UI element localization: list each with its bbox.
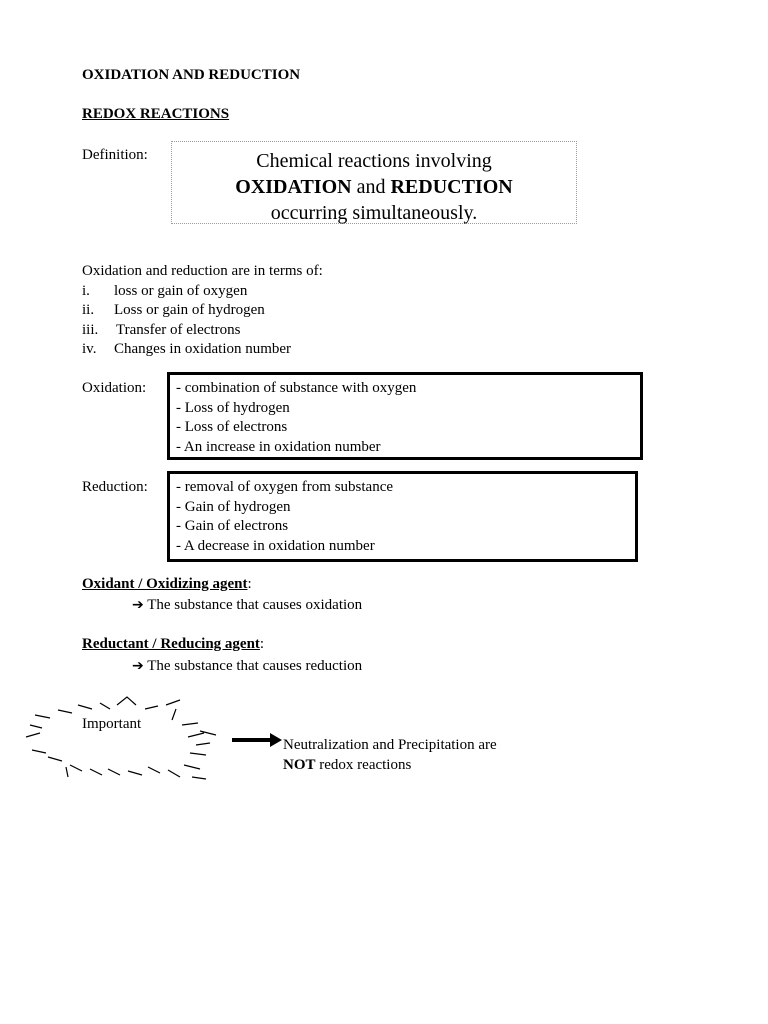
list-text: Loss or gain of hydrogen <box>114 302 265 319</box>
right-arrow-icon: ➔ <box>132 597 144 613</box>
burst-dash <box>168 770 180 777</box>
right-arrow-icon <box>232 733 282 747</box>
list-item: - An increase in oxidation number <box>176 438 381 455</box>
definition-reduction-word: REDUCTION <box>390 176 513 198</box>
important-note-rest: redox reactions <box>315 757 412 773</box>
list-item: - Gain of hydrogen <box>176 498 291 515</box>
reductant-heading <box>82 635 264 654</box>
definition-line-2 <box>172 174 576 200</box>
burst-dash <box>117 697 136 705</box>
definition-line-1: Chemical reactions involving <box>256 150 492 172</box>
burst-dash <box>35 715 50 718</box>
oxidant-heading <box>82 575 252 594</box>
list-number: iii. <box>82 321 99 338</box>
list-item: - Loss of electrons <box>176 419 288 436</box>
reductant-definition <box>132 657 362 676</box>
list-item: - Gain of electrons <box>176 518 289 535</box>
oxidant-heading-text: Oxidant / Oxidizing agent <box>82 576 248 592</box>
burst-dash <box>26 733 40 737</box>
burst-dash <box>196 743 210 745</box>
oxidant-colon: : <box>247 576 252 592</box>
burst-dash <box>184 765 200 769</box>
important-note-line-2 <box>283 756 411 775</box>
list-number: iv. <box>82 341 97 358</box>
burst-dash <box>128 771 142 775</box>
list-item <box>82 301 323 321</box>
oxidation-label: Oxidation: <box>82 380 147 396</box>
list-item <box>82 340 323 360</box>
burst-dash <box>32 750 46 753</box>
list-item <box>82 282 323 302</box>
important-label: Important <box>82 716 142 732</box>
list-number: ii. <box>82 302 95 319</box>
page-title: OXIDATION AND REDUCTION <box>82 67 301 83</box>
burst-dash <box>190 753 206 755</box>
definition-line-3: occurring simultaneously. <box>270 202 478 224</box>
reductant-colon: : <box>259 636 265 652</box>
burst-dash <box>70 765 82 771</box>
burst-dash <box>58 710 72 713</box>
list-item: - removal of oxygen from substance <box>176 479 394 495</box>
oxidant-definition <box>132 596 362 615</box>
burst-dash <box>78 705 92 709</box>
burst-dash <box>145 706 158 709</box>
oxidation-box <box>167 372 643 460</box>
right-arrow-icon: ➔ <box>132 658 144 674</box>
burst-dash <box>166 700 180 705</box>
list-number: i. <box>82 282 90 299</box>
burst-dash <box>188 733 204 737</box>
burst-dash <box>172 709 176 720</box>
burst-dash <box>100 703 110 709</box>
burst-dash <box>66 767 68 777</box>
reduction-label: Reduction: <box>82 479 148 495</box>
terms-intro: Oxidation and reduction are in terms of: <box>82 263 323 279</box>
burst-dash <box>108 769 120 775</box>
burst-dash <box>90 769 102 775</box>
definition-box <box>171 141 577 224</box>
definition-and-word: and <box>351 176 391 198</box>
burst-dash <box>48 757 62 761</box>
list-item: - combination of substance with oxygen <box>176 380 417 396</box>
burst-dash <box>30 725 42 728</box>
burst-dash <box>148 767 160 773</box>
definition-label: Definition: <box>82 147 148 163</box>
burst-dash <box>192 777 206 779</box>
list-text: loss or gain of oxygen <box>114 282 248 299</box>
definition-oxidation-word: OXIDATION <box>235 176 352 198</box>
section-heading: REDOX REACTIONS <box>82 106 230 122</box>
list-text: Transfer of electrons <box>116 321 241 338</box>
reductant-definition-text: The substance that causes reduction <box>147 658 363 674</box>
important-note-not: NOT <box>283 757 316 773</box>
list-text: Changes in oxidation number <box>114 341 292 358</box>
oxidant-definition-text: The substance that causes oxidation <box>147 597 363 613</box>
list-item: - Loss of hydrogen <box>176 399 290 416</box>
reductant-heading-text: Reductant / Reducing agent <box>82 636 260 652</box>
burst-dash <box>182 723 198 725</box>
important-note-line-1: Neutralization and Precipitation are <box>283 737 497 753</box>
reduction-box <box>167 471 638 562</box>
important-burst-shape <box>20 695 290 790</box>
list-item: - A decrease in oxidation number <box>176 537 375 554</box>
list-item <box>82 321 323 341</box>
terms-list <box>82 262 323 360</box>
